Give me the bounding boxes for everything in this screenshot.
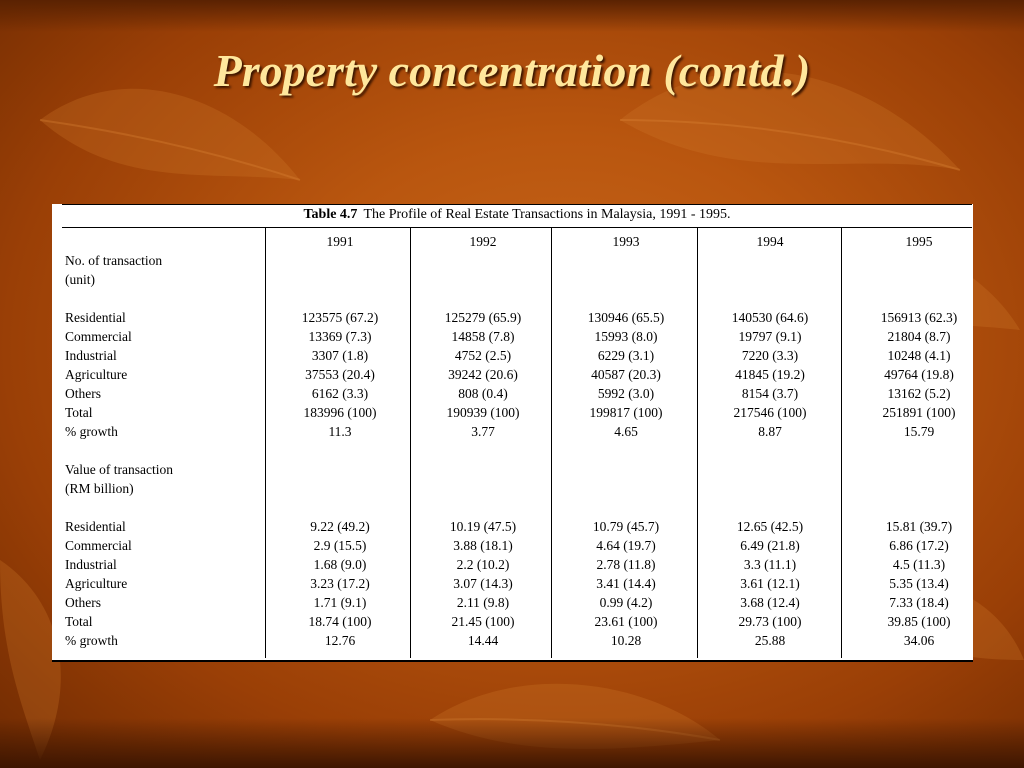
section-heading: No. of transaction [65, 253, 163, 268]
column-divider [841, 227, 842, 658]
row-label: Residential [65, 519, 126, 534]
slide-title: Property concentration (contd.) [213, 45, 811, 96]
table-cell: 34.06 [903, 633, 935, 648]
table-cell: 14.44 [467, 633, 499, 648]
column-divider [265, 227, 266, 658]
table-cell: 3.3 (11.1) [743, 557, 797, 572]
row-label: Total [65, 614, 93, 629]
table-cell: 12.65 (42.5) [736, 519, 804, 534]
table-cell: 10248 (4.1) [887, 348, 951, 363]
table-cell: 4.64 (19.7) [596, 538, 656, 553]
table-cell: 15993 (8.0) [594, 329, 658, 344]
table-cell: 39242 (20.6) [448, 367, 518, 382]
table-caption-label: Table 4.7 [303, 207, 358, 222]
table-cell: 5.35 (13.4) [889, 576, 949, 591]
table-cell: 3307 (1.8) [311, 348, 369, 363]
table-cell: 2.11 (9.8) [456, 595, 510, 610]
leaf-shape [40, 89, 300, 180]
table-cell: 4.5 (11.3) [892, 557, 946, 572]
table-caption [62, 204, 972, 228]
table-cell: 251891 (100) [882, 405, 956, 420]
year-header-1995: 1995 [905, 234, 933, 249]
table-cell: 40587 (20.3) [591, 367, 661, 382]
table-cell: 6.86 (17.2) [889, 538, 949, 553]
column-divider [551, 227, 552, 658]
year-header-1993: 1993 [612, 234, 640, 249]
row-label: Agriculture [65, 576, 128, 591]
row-label: Commercial [65, 329, 132, 344]
table-cell: 39.85 (100) [887, 614, 951, 629]
row-label: Industrial [65, 557, 117, 572]
table-cell: 140530 (64.6) [731, 310, 809, 325]
table-cell: 19797 (9.1) [738, 329, 802, 344]
table-cell: 4.65 [614, 424, 638, 439]
table-cell: 2.2 (10.2) [456, 557, 510, 572]
table-cell: 808 (0.4) [458, 386, 508, 401]
row-label: Agriculture [65, 367, 128, 382]
table-cell: 8.87 [758, 424, 782, 439]
table-cell: 6162 (3.3) [311, 386, 369, 401]
table-cell: 13369 (7.3) [308, 329, 372, 344]
table-cell: 10.28 [610, 633, 642, 648]
row-label: Residential [65, 310, 126, 325]
table-cell: 3.07 (14.3) [453, 576, 513, 591]
table-cell: 3.68 (12.4) [740, 595, 800, 610]
table-cell: 2.78 (11.8) [596, 557, 656, 572]
table-cell: 190939 (100) [446, 405, 520, 420]
table-cell: 1.68 (9.0) [313, 557, 367, 572]
table-cell: 6229 (3.1) [597, 348, 655, 363]
table-cell: 123575 (67.2) [301, 310, 379, 325]
row-label: Total [65, 405, 93, 420]
section-unit: (RM billion) [65, 481, 134, 496]
row-label: Others [65, 386, 101, 401]
row-label: Others [65, 595, 101, 610]
table-cell: 156913 (62.3) [880, 310, 958, 325]
table-cell: 21.45 (100) [451, 614, 515, 629]
table-cell: 49764 (19.8) [884, 367, 954, 382]
column-divider [697, 227, 698, 658]
table-cell: 217546 (100) [733, 405, 807, 420]
year-header-1991: 1991 [326, 234, 354, 249]
table-cell: 41845 (19.2) [735, 367, 805, 382]
table-cell: 18.74 (100) [308, 614, 372, 629]
table-cell: 3.61 (12.1) [740, 576, 800, 591]
table-cell: 7.33 (18.4) [889, 595, 949, 610]
table-cell: 11.3 [328, 424, 352, 439]
table-cell: 10.19 (47.5) [449, 519, 517, 534]
table-cell: 29.73 (100) [738, 614, 802, 629]
table-cell: 2.9 (15.5) [313, 538, 367, 553]
table-cell: 6.49 (21.8) [740, 538, 800, 553]
table-cell: 15.81 (39.7) [885, 519, 953, 534]
table-cell: 9.22 (49.2) [310, 519, 370, 534]
table-panel [52, 204, 973, 662]
table-cell: 3.41 (14.4) [596, 576, 656, 591]
section-heading: Value of transaction [65, 462, 173, 477]
table-cell: 37553 (20.4) [305, 367, 375, 382]
table-cell: 130946 (65.5) [587, 310, 665, 325]
table-caption-text: The Profile of Real Estate Transactions in Malaysia, 1991 - 1995. [363, 207, 731, 222]
table-cell: 23.61 (100) [594, 614, 658, 629]
table-cell: 183996 (100) [303, 405, 377, 420]
table-cell: 1.71 (9.1) [313, 595, 367, 610]
row-label: % growth [65, 633, 118, 648]
table-cell: 8154 (3.7) [741, 386, 799, 401]
table-cell: 4752 (2.5) [454, 348, 512, 363]
year-header-1992: 1992 [469, 234, 497, 249]
row-label: % growth [65, 424, 118, 439]
table-cell: 13162 (5.2) [887, 386, 951, 401]
column-divider [410, 227, 411, 658]
table-cell: 10.79 (45.7) [592, 519, 660, 534]
year-header-1994: 1994 [756, 234, 784, 249]
table-cell: 12.76 [324, 633, 356, 648]
table-cell: 3.88 (18.1) [453, 538, 513, 553]
table-cell: 7220 (3.3) [741, 348, 799, 363]
table-cell: 3.23 (17.2) [310, 576, 370, 591]
section-unit: (unit) [65, 272, 95, 287]
table-cell: 5992 (3.0) [597, 386, 655, 401]
row-label: Commercial [65, 538, 132, 553]
table-cell: 15.79 [903, 424, 935, 439]
table-cell: 21804 (8.7) [887, 329, 951, 344]
table-cell: 14858 (7.8) [451, 329, 515, 344]
table-cell: 25.88 [754, 633, 786, 648]
table-cell: 199817 (100) [589, 405, 663, 420]
table-cell: 3.77 [471, 424, 495, 439]
table-cell: 125279 (65.9) [444, 310, 522, 325]
background-bottom-band [0, 718, 1024, 768]
table-cell: 0.99 (4.2) [599, 595, 653, 610]
row-label: Industrial [65, 348, 117, 363]
